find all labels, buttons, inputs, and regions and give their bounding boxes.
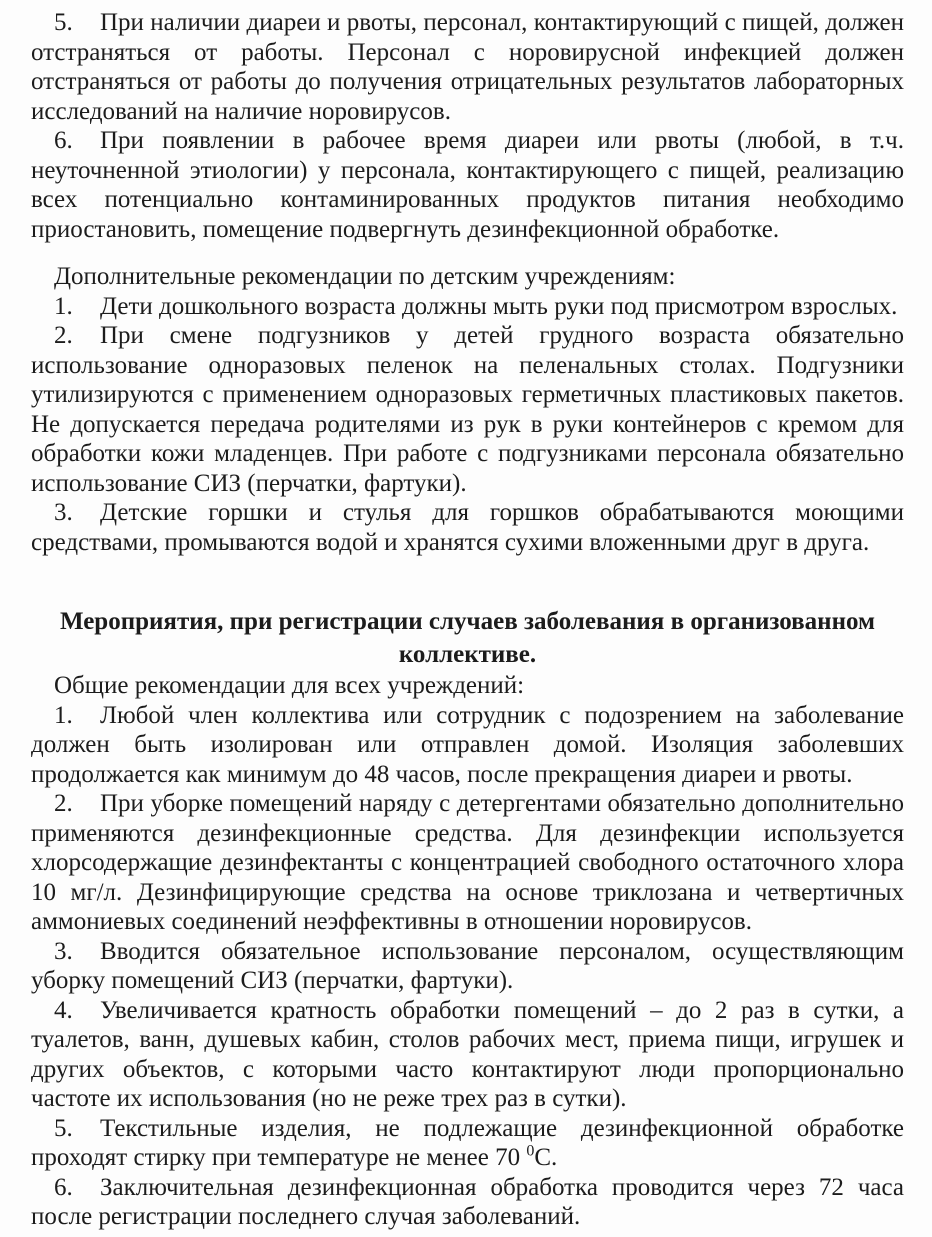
superscript-degree: 0 xyxy=(526,1142,535,1160)
list-item-6 xyxy=(31,1173,904,1232)
section-children-recommendations xyxy=(31,262,904,557)
section-outbreak-measures xyxy=(31,605,904,1232)
children-recommendations-intro: Дополнительные рекомендации по детским учреждениям: xyxy=(54,263,676,290)
list-item-2 xyxy=(31,789,904,937)
list-item-1 xyxy=(31,292,904,322)
item-number: 3. xyxy=(54,937,73,965)
item-text: Детские горшки и стулья для горшков обрабатываются моющими средствами, промываются водой и хранятся сухими вложенными друг в друга. xyxy=(31,499,904,556)
item-number: 5. xyxy=(54,9,73,36)
section-food-handler-measures xyxy=(31,8,904,244)
list-item-3 xyxy=(31,937,904,996)
list-item-5 xyxy=(31,8,904,126)
item-number: 2. xyxy=(54,322,73,349)
item-text: При уборке помещений наряду с детергентами обязательно дополнительно применяются дезинфекционные средства. Для дезинфекции используется хлорсодержащие дезинфектанты с концентрацией свободного остаточного хлора 10 мг/л. Дезинфицирующие средства на основе триклозана и четвертичных аммониевых соединений неэффективны в отношении норовирусов. xyxy=(31,790,904,935)
item-text: При смене подгузников у детей грудного возраста обязательно использование одноразовых пеленок на пеленальных столах. Подгузники утилизируются с применением одноразовых герметичных пластиковых пакетов. Не допускается передача родителями из рук в руки контейнеров с кремом для обработки кожи младенцев. При работе с подгузниками персонала обязательно использование СИЗ (перчатки, фартуки). xyxy=(31,322,904,497)
item-text: При появлении в рабочее время диареи или рвоты (любой, в т.ч. неуточненной этиологии) у персонала, контактирующего с пищей, реализацию всех потенциально контаминированных продуктов питания необходимо приостановить, помещение подвергнуть дезинфекционной обработке. xyxy=(31,127,904,243)
section-heading: Мероприятия, при регистрации случаев заболевания в организованном коллективе. xyxy=(59,608,876,668)
item-number: 6. xyxy=(54,127,73,154)
list-item-3 xyxy=(31,498,904,557)
item-text: При наличии диареи и рвоты, персонал, контактирующий с пищей, должен отстраняться от работы. Персонал с норовирусной инфекцией должен отстраняться от работы до получения отрицательных результатов лабораторных исследований на наличие норовирусов. xyxy=(31,9,904,125)
item-text: Заключительная дезинфекционная обработка проводится через 72 часа после регистрации последнего случая заболеваний. xyxy=(31,1173,904,1230)
item-number: 6. xyxy=(54,1173,73,1201)
item-number: 1. xyxy=(54,701,73,729)
outbreak-intro: Общие рекомендации для всех учреждений: xyxy=(54,672,525,699)
list-item-1 xyxy=(31,701,904,790)
item-number: 4. xyxy=(54,996,73,1024)
item-text: Увеличивается кратность обработки помещений – до 2 раз в сутки, а туалетов, ванн, душевых кабин, столов рабочих мест, приема пищи, игрушек и других объектов, с которыми часто контактируют люди пропорционально частоте их использования (но не реже трех раз в сутки). xyxy=(31,996,904,1112)
item-number: 1. xyxy=(54,292,73,320)
item-number: 3. xyxy=(54,499,73,526)
list-item-6 xyxy=(31,126,904,244)
item-number: 5. xyxy=(54,1114,73,1142)
list-item-2 xyxy=(31,321,904,498)
list-item-5 xyxy=(31,1114,904,1173)
item-text: Текстильные изделия, не подлежащие дезинфекционной обработке проходят стирку при температуре не менее 70 xyxy=(31,1114,904,1171)
item-text-end: С. xyxy=(534,1144,558,1171)
item-text: Вводится обязательное использование персоналом, осуществляющим уборку помещений СИЗ (перчатки, фартуки). xyxy=(31,937,904,994)
item-text: Любой член коллектива или сотрудник с подозрением на заболевание должен быть изолирован или отправлен домой. Изоляция заболевших продолжается как минимум до 48 часов, после прекращения диареи и рвоты. xyxy=(31,701,904,788)
item-number: 2. xyxy=(54,790,73,817)
item-text: Дети дошкольного возраста должны мыть руки под присмотром взрослых. xyxy=(100,292,898,320)
list-item-4 xyxy=(31,996,904,1114)
